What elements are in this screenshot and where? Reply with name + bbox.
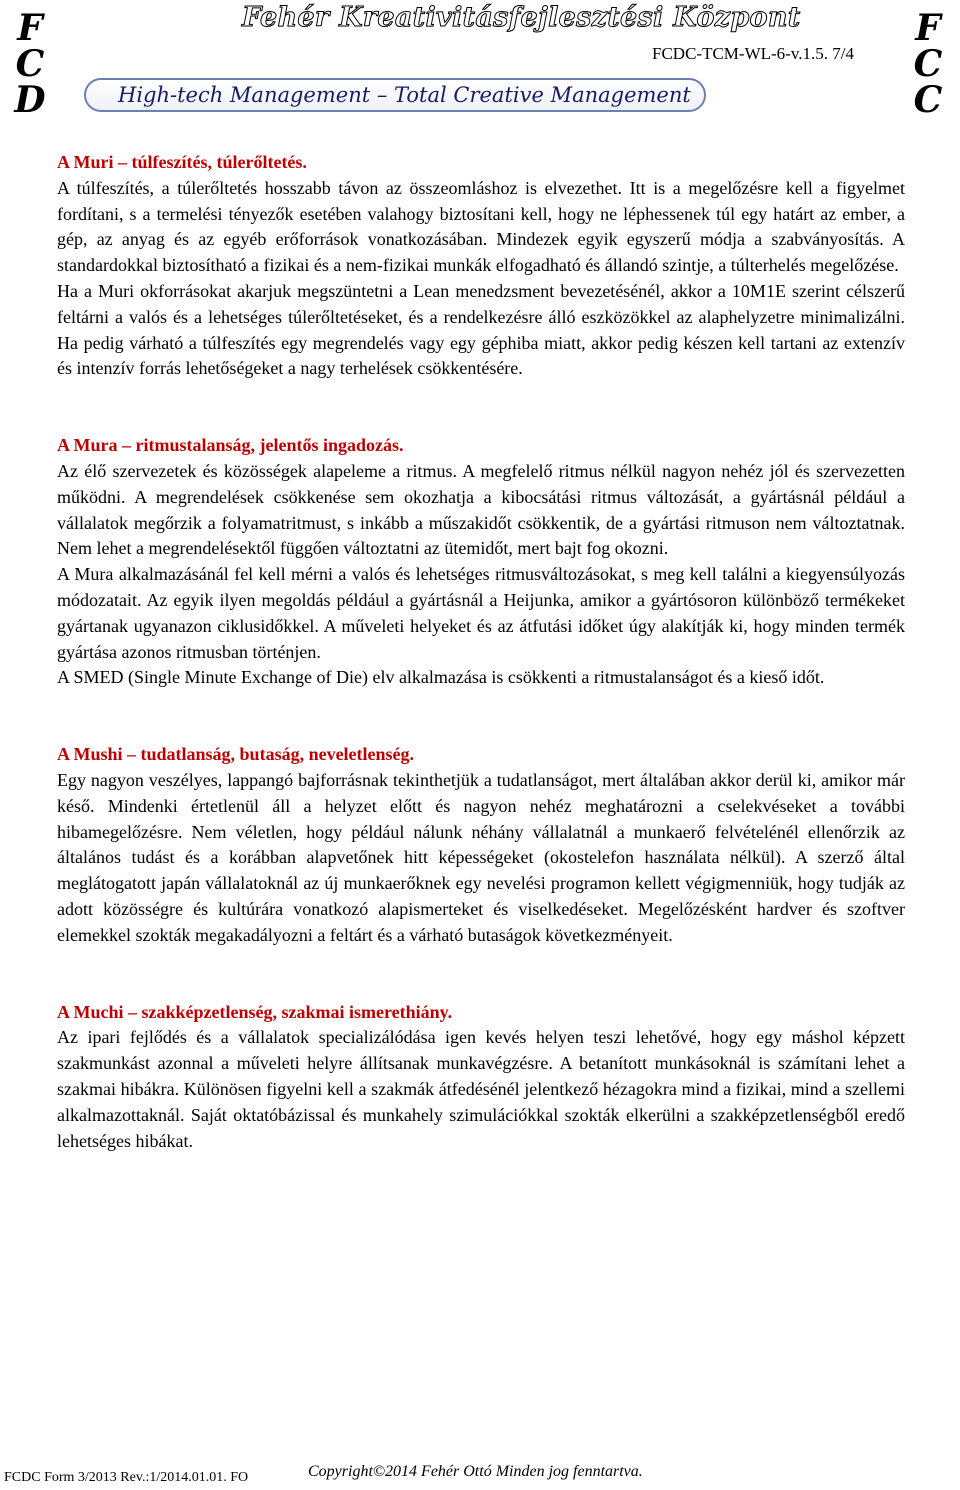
section-mura [57,433,905,691]
section-heading: A Mura – ritmustalanság, jelentős ingadozás. [57,435,404,456]
section-mushi [57,742,905,948]
section-muri [57,150,905,382]
org-title: Fehér Kreativitásfejlesztési Központ [242,2,801,33]
paragraph: Az élő szervezetek és közösségek alapeleme a ritmus. A megfelelő ritmus nélkül nagyon nehéz jól és szervezetten működni. A megrendelések csökkenése sem okozhatja a kibocsátási ritmus változását, a gyártásnál például a vállalatok megőrzik a folyamatritmust, s inkább a műszakidőt csökkentik, de a gyártási ritmuson nem változtatnak. Nem lehet a megrendelésektől függően változtatni az ütemidőt, mert bajt fog okozni. [57,460,905,559]
paragraph: Az ipari fejlődés és a vállalatok specializálódása igen kevés helyen teszi lehetővé, hogy egy máshol képzett szakmunkást azonnal a műveleti helyre állítsanak munkavégzésre. A betanított munkásoknál is számítani lehet a szakmai hibákra. Különösen figyelni kell a szakmák átfedésénél jelentkező hézagokra mind a fizikai, mind a szellemi alkalmazottaknál. Saját oktatóbázissal és munkahely szimulációkkal szokták elkerülni a szakképzetlenségből eredő lehetséges hibákat. [57,1027,905,1151]
section-muchi [57,1000,905,1155]
paragraph: A SMED (Single Minute Exchange of Die) elv alkalmazása is csökkenti a ritmustalanságot és a kieső időt. [57,667,825,688]
paragraph: A Mura alkalmazásánál fel kell mérni a valós és lehetséges ritmusváltozásokat, s meg kell találni a kiegyensúlyozás módozatait. Az egyik ilyen megoldás például a gyártásnál a Heijunka, amikor a gyártósoron különböző termékeket gyártanak ugyanazon ciklusidőkkel. A műveleti helyeket és az átfutási időket úgy alakítják ki, hogy minden termék gyártása azonos ritmusban történjen. [57,564,905,662]
form-reference: FCDC Form 3/2013 Rev.:1/2014.01.01. FO [4,1470,249,1485]
logo-letter: C [15,43,45,85]
logo-letter: F [915,7,941,49]
fcdc-logo-left [10,7,50,125]
logo-letter: C [913,79,943,121]
logo-letter: D [14,79,46,121]
paragraph: Ha a Muri okforrásokat akarjuk megszüntetni a Lean menedzsment bevezetésénél, akkor a 10M1E szerint célszerű feltárni a valós és a lehetséges túlerőltetéseket, és a rendelkezésre álló eszközökkel az alaphelyzetre minimalizálni. Ha pedig várható a túlfeszítés egy megrendelés vagy egy géphiba miatt, akkor pedig készen kell tartani az extenzív és intenzív forrás lehetőségeket a nagy terhelések csökkentésére. [57,280,905,379]
section-heading: A Muri – túlfeszítés, túlerőltetés. [57,152,307,172]
copyright-notice: Copyright©2014 Fehér Ottó Minden jog fenntartva. [308,1463,643,1480]
paragraph: A túlfeszítés, a túlerőltetés hosszabb távon az összeomláshoz is elvezethet. Itt is a megelőzésre kell a figyelmet fordítani, s a termelési tényezők esetében valahogy biztosítani kell, hogy ne léphessenek túl egy határt az ember, a gép, az anyag és az egyéb erőforrások vonatkozásában. Mindezek egyik egyszerű módja a szabványosítás. A standardokkal biztosítható a fizikai és a nem-fizikai munkák elfogadható és állandó szintje, a túlterhelés megelőzése. [57,177,905,276]
section-heading: A Muchi – szakképzetlenség, szakmai ismerethiány. [57,1001,453,1022]
logo-letter: C [913,43,943,85]
document-code: FCDC-TCM-WL-6-v.1.5. 7/4 [652,44,854,63]
management-banner [84,78,706,112]
banner-text: High-tech Management – Total Creative Management [118,83,691,107]
fcdc-logo-right [908,7,948,125]
logo-letter: F [17,7,43,49]
document-body [57,150,905,1205]
paragraph: Egy nagyon veszélyes, lappangó bajforrásnak tekinthetjük a tudatlanságot, mert általában akkor derül ki, amikor már késő. Mindenki értetlenül áll a helyzet előtt és nagyon nehéz meghatározni a cselekvéseket a további hibamegelőzésre. Nem véletlen, hogy például nálunk néhány vállalatnál a munkaerő felvételénél ellenőrzik az általános tudást és a korábban alapvetőnek hitt képességeket (okostelefon használata nélkül). A szerző által meglátogatott japán vállalatoknál az új munkaerőknek egy nevelési programon kellett végigmenniük, hogy tudják az adott közösségre és kultúrára vonatkozó alapismerteket és viselkedéseket. Megelőzésként hardver és szoftver elemekkel szokták megakadályozni a feltárt és a várható butaságok következményeit. [57,769,905,945]
section-heading: A Mushi – tudatlanság, butaság, neveletlenség. [57,744,415,765]
